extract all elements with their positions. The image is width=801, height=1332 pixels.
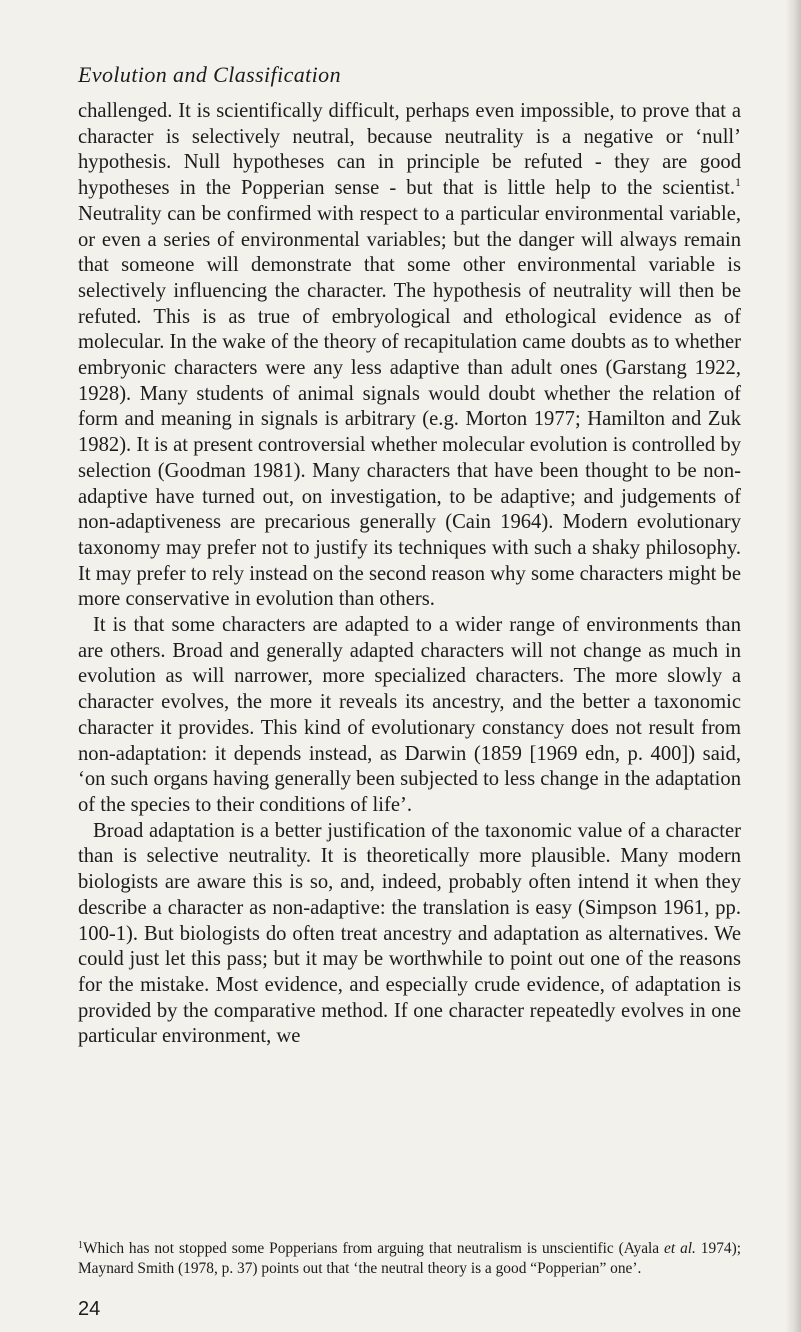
footnote-text-end: 1974); Maynard Smith (1978, p. 37) points out that ‘the neutral theory is a good “Popperian” one’. bbox=[78, 1240, 741, 1277]
running-head: Evolution and Classification bbox=[78, 62, 341, 87]
paragraph-2: It is that some characters are adapted to a wider range of environments than are others. Broad and generally adapted characters will not change as much in evolution as will narrower, more specialized characters. The more slowly a character evolves, the more it reveals its ancestry, and the better a taxonomic character it provides. This kind of evolutionary constancy does not result from non-adaptation: it depends instead, as Darwin (1859 [1969 edn, p. 400]) said, ‘on such organs having generally been subjected to less change in the adaptation of the species to their conditions of life’. bbox=[78, 614, 741, 816]
paragraph-1 bbox=[78, 99, 741, 613]
paragraph-1-text-continued: Neutrality can be confirmed with respect to a particular environmental variable, or even a series of environmental variables; but the danger will always remain that someone will demonstrate that some other environmental variable is selectively influencing the character. The hypothesis of neutrality will then be refuted. This is as true of embryological and ethological evidence as of molecular. In the wake of the theory of recapitulation came doubts as to whether embryonic characters were any less adaptive than adult ones (Garstang 1922, 1928). Many students of animal signals would doubt whether the relation of form and meaning in signals is arbitrary (e.g. Morton 1977; Hamilton and Zuk 1982). It is at present controversial whether molecular evolution is controlled by selection (Goodman 1981). Many characters that have been thought to be non-adaptive have turned out, on investigation, to be adaptive; and judgements of non-adaptiveness are precarious generally (Cain 1964). Modern evolutionary taxonomy may prefer not to justify its techniques with such a shaky philosophy. It may prefer to rely instead on the second reason why some characters might be more conservative in evolution than others. bbox=[78, 202, 741, 611]
footnote-marker: 1 bbox=[78, 1240, 83, 1251]
body-text bbox=[78, 99, 741, 1050]
footnote bbox=[78, 1236, 741, 1278]
footnote-reference[interactable]: 1 bbox=[735, 175, 741, 190]
page-number: 24 bbox=[78, 1298, 101, 1320]
footnote-italic: et al. bbox=[664, 1240, 696, 1257]
page-edge-shadow bbox=[785, 0, 801, 1332]
footnote-text-start: Which has not stopped some Popperians from arguing that neutralism is unscientific (Ayala bbox=[83, 1240, 665, 1257]
footnote-text bbox=[78, 1236, 741, 1278]
paragraph-3: Broad adaptation is a better justification of the taxonomic value of a character than is selective neutrality. It is theoretically more plausible. Many modern biologists are aware this is so, and, indeed, probably often intend it when they describe a character as non-adaptive: the translation is easy (Simpson 1961, pp. 100-1). But biologists do often treat ancestry and adaptation as alternatives. We could just let this pass; but it may be worthwhile to point out one of the reasons for the mistake. Most evidence, and especially crude evidence, of adaptation is provided by the comparative method. If one character repeatedly evolves in one particular environment, we bbox=[78, 819, 741, 1048]
paragraph-1-text: challenged. It is scientifically difficult, perhaps even impossible, to prove that a character is selectively neutral, because neutrality is a negative or ‘null’ hypothesis. Null hypotheses can in principle be refuted - they are good hypotheses in the Popperian sense - but that is little help to the scientist. bbox=[78, 100, 741, 200]
